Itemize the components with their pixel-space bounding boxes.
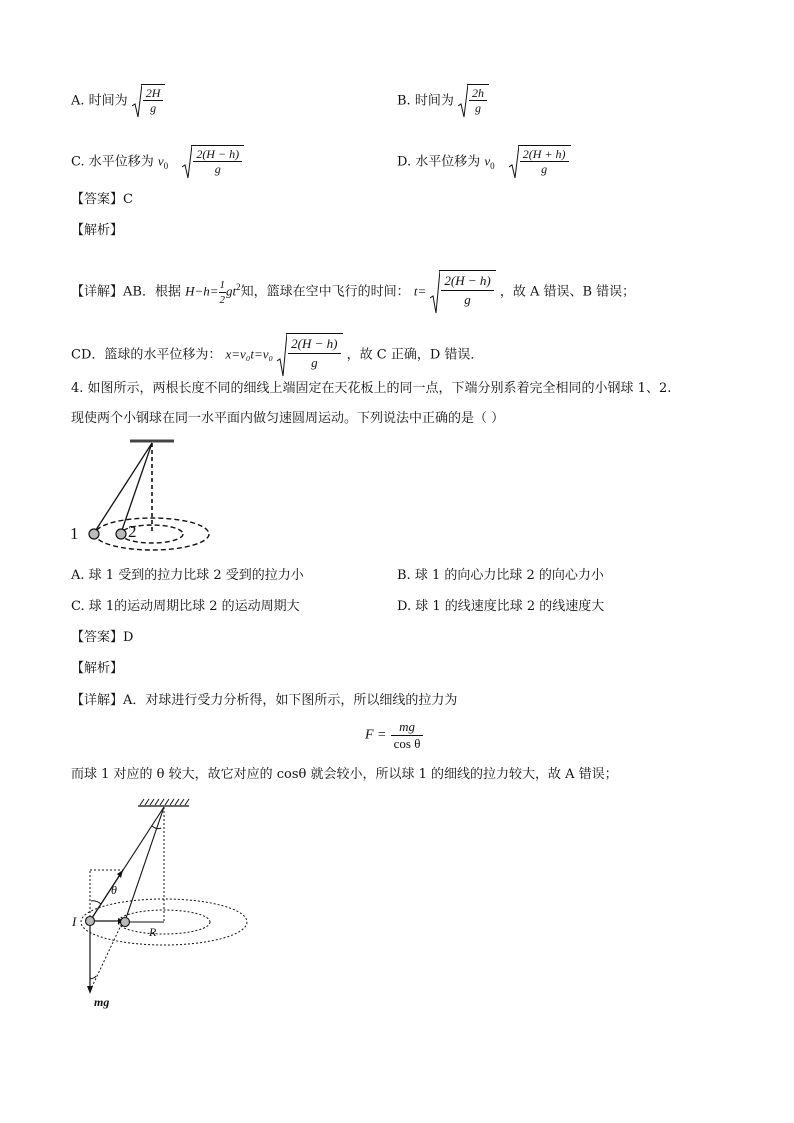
theta-label: θ [111, 883, 117, 897]
q4-option-b: B. 球 1 的向心力比球 2 的向心力小 [397, 568, 604, 583]
resultant-dashed [90, 921, 123, 991]
q3-option-c: C. 水平位移为 $v_0$ $\frac{2(H - h)}{g}$ [71, 145, 244, 179]
string-2 [121, 443, 152, 533]
ball-2 [116, 529, 126, 539]
q3-option-b: B. 时间为 $\frac{2h}{g}$ [397, 84, 489, 118]
ball-1 [89, 529, 99, 539]
string-2 [125, 807, 164, 921]
q3-detail-line2: CD．篮球的水平位移为： x=v₀t=v₀ $\frac{2(H - h)}{g}$ ，故 C 正确，D 错误． [71, 333, 483, 377]
ball-2 [121, 918, 130, 927]
q4-answer: 【答案】D [71, 630, 134, 645]
q4-option-d: D. 球 1 的线速度比球 2 的线速度大 [397, 599, 605, 614]
mg-label: mg [94, 995, 110, 1009]
q4-detail-line2: 而球 1 对应的 θ 较大，故它对应的 cosθ 就会较小，所以球 1 的细线的拉力较大，故 A 错误； [71, 767, 618, 782]
ball-1-label: I [72, 914, 77, 929]
label-ball-2: 2 [128, 522, 137, 541]
theta-arc [91, 901, 101, 904]
label-ball-1: 1 [70, 524, 79, 543]
answer-tag: 【答案】 [71, 192, 124, 207]
q3-option-d: D. 水平位移为 $v_0$ $\frac{2(H + h)}{g}$ [397, 145, 571, 179]
force-diagram [65, 794, 255, 1009]
pendulum-figure [65, 436, 225, 551]
q3-option-a: A. 时间为 $\frac{2H}{g}$ [71, 84, 165, 118]
q4-analysis-tag: 【解析】 [71, 661, 124, 676]
tension-arrow [90, 870, 123, 921]
q3-analysis-tag: 【解析】 [71, 223, 124, 238]
q4-stem-line1: 4. 如图所示，两根长度不同的细线上端固定在天花板上的同一点，下端分别系着完全相同的小钢球 1、2. [71, 381, 672, 396]
q4-option-a: A. 球 1 受到的拉力比球 2 受到的拉力小 [71, 568, 304, 583]
tension-formula: F = $\frac{mg}{\text{cos θ}}$ [365, 719, 423, 752]
q3-detail-line1: 【详解】AB．根据 H−h= $\frac{1}{2}$ $gt^2$知，篮球在空中飞行的时间： t= $\frac{2(H - h)}{g}$ ，故 A 错误、B 错误； [71, 270, 635, 314]
ceiling-hatch [140, 799, 189, 805]
ball-1 [86, 917, 95, 926]
q4-stem-line2: 现使两个小钢球在同一水平面内做匀速圆周运动。下列说法中正确的是（ ） [71, 411, 505, 426]
q4-option-c: C. 球 1的运动周期比球 2 的运动周期大 [71, 599, 300, 614]
q4-detail-line1: 【详解】A．对球进行受力分析得，如下图所示，所以细线的拉力为 [71, 693, 458, 708]
string-1 [94, 443, 152, 533]
q3-answer: 【答案】C [71, 192, 133, 207]
radius-label: R [149, 925, 157, 939]
